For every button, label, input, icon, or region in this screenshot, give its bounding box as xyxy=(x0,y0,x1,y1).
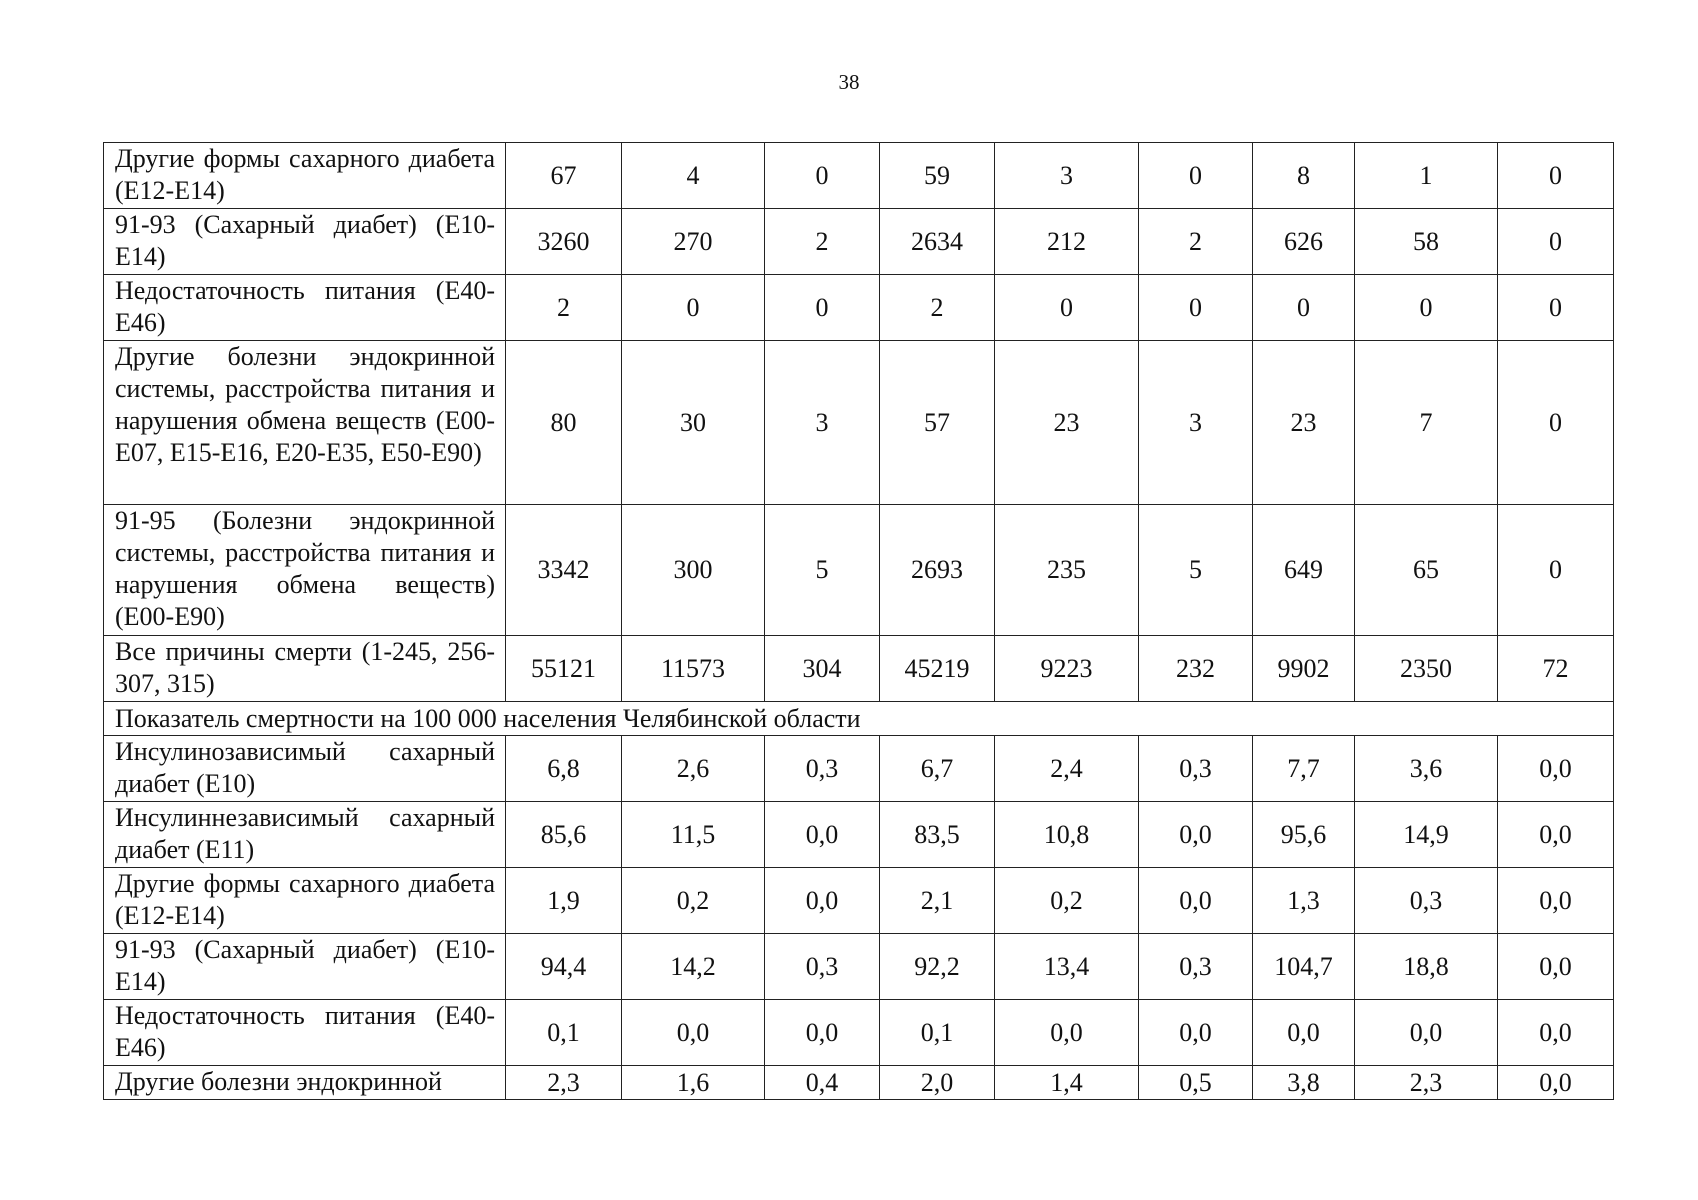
value-cell: 2,1 xyxy=(880,868,995,934)
row-label: Все причины смерти (1-245, 256-307, 315) xyxy=(104,636,506,702)
table-row xyxy=(104,143,1614,209)
row-label: Инсулинозависимый сахарный диабет (E10) xyxy=(104,736,506,802)
value-cell: 3260 xyxy=(506,209,622,275)
value-cell: 104,7 xyxy=(1253,934,1355,1000)
value-cell: 85,6 xyxy=(506,802,622,868)
section-row xyxy=(104,702,1614,736)
value-cell: 1,9 xyxy=(506,868,622,934)
value-cell: 2,3 xyxy=(506,1066,622,1100)
value-cell: 23 xyxy=(995,341,1139,505)
table-row xyxy=(104,868,1614,934)
section-title: Показатель смертности на 100 000 населения Челябинской области xyxy=(104,702,1614,736)
value-cell: 80 xyxy=(506,341,622,505)
value-cell: 13,4 xyxy=(995,934,1139,1000)
value-cell: 3,8 xyxy=(1253,1066,1355,1100)
value-cell: 92,2 xyxy=(880,934,995,1000)
value-cell: 8 xyxy=(1253,143,1355,209)
table-row xyxy=(104,636,1614,702)
table-body xyxy=(104,143,1614,1100)
value-cell: 1 xyxy=(1355,143,1498,209)
value-cell: 0 xyxy=(1139,143,1253,209)
value-cell: 270 xyxy=(622,209,765,275)
table-row xyxy=(104,934,1614,1000)
value-cell: 0,4 xyxy=(765,1066,880,1100)
value-cell: 0,0 xyxy=(1139,868,1253,934)
value-cell: 0 xyxy=(995,275,1139,341)
value-cell: 0 xyxy=(1498,505,1614,636)
value-cell: 2,0 xyxy=(880,1066,995,1100)
value-cell: 14,2 xyxy=(622,934,765,1000)
value-cell: 0 xyxy=(1498,275,1614,341)
value-cell: 1,4 xyxy=(995,1066,1139,1100)
value-cell: 5 xyxy=(1139,505,1253,636)
value-cell: 304 xyxy=(765,636,880,702)
value-cell: 212 xyxy=(995,209,1139,275)
value-cell: 0,0 xyxy=(1498,934,1614,1000)
value-cell: 59 xyxy=(880,143,995,209)
value-cell: 0 xyxy=(1498,341,1614,505)
value-cell: 0,0 xyxy=(622,1000,765,1066)
value-cell: 0,3 xyxy=(1139,934,1253,1000)
value-cell: 30 xyxy=(622,341,765,505)
value-cell: 14,9 xyxy=(1355,802,1498,868)
value-cell: 2,6 xyxy=(622,736,765,802)
value-cell: 0,0 xyxy=(1139,802,1253,868)
value-cell: 0 xyxy=(1498,209,1614,275)
value-cell: 0 xyxy=(1498,143,1614,209)
value-cell: 0,3 xyxy=(765,736,880,802)
value-cell: 0,0 xyxy=(765,868,880,934)
value-cell: 7,7 xyxy=(1253,736,1355,802)
table-row xyxy=(104,275,1614,341)
value-cell: 0,0 xyxy=(1355,1000,1498,1066)
value-cell: 0,3 xyxy=(765,934,880,1000)
value-cell: 2 xyxy=(506,275,622,341)
value-cell: 0,3 xyxy=(1139,736,1253,802)
value-cell: 7 xyxy=(1355,341,1498,505)
value-cell: 0,2 xyxy=(995,868,1139,934)
value-cell: 45219 xyxy=(880,636,995,702)
value-cell: 95,6 xyxy=(1253,802,1355,868)
value-cell: 0,0 xyxy=(1253,1000,1355,1066)
value-cell: 649 xyxy=(1253,505,1355,636)
table-row xyxy=(104,505,1614,636)
value-cell: 0,0 xyxy=(1498,1066,1614,1100)
value-cell: 300 xyxy=(622,505,765,636)
table-row xyxy=(104,341,1614,505)
row-label: Инсулиннезависимый сахарный диабет (E11) xyxy=(104,802,506,868)
value-cell: 0,1 xyxy=(880,1000,995,1066)
value-cell: 2 xyxy=(880,275,995,341)
value-cell: 0,0 xyxy=(1498,802,1614,868)
value-cell: 94,4 xyxy=(506,934,622,1000)
row-label: Другие болезни эндокринной системы, расстройства питания и нарушения обмена веществ (E00-E07, E15-E16, E20-E35, E50-E90) xyxy=(104,341,506,505)
table-row xyxy=(104,1066,1614,1100)
value-cell: 1,6 xyxy=(622,1066,765,1100)
value-cell: 6,7 xyxy=(880,736,995,802)
value-cell: 0,5 xyxy=(1139,1066,1253,1100)
value-cell: 11573 xyxy=(622,636,765,702)
row-label: Другие формы сахарного диабета (E12-E14) xyxy=(104,143,506,209)
value-cell: 2634 xyxy=(880,209,995,275)
value-cell: 2 xyxy=(765,209,880,275)
value-cell: 0,0 xyxy=(1139,1000,1253,1066)
value-cell: 626 xyxy=(1253,209,1355,275)
value-cell: 0 xyxy=(1139,275,1253,341)
value-cell: 0,3 xyxy=(1355,868,1498,934)
value-cell: 55121 xyxy=(506,636,622,702)
value-cell: 0 xyxy=(1253,275,1355,341)
value-cell: 9223 xyxy=(995,636,1139,702)
value-cell: 2350 xyxy=(1355,636,1498,702)
row-label: 91-95 (Болезни эндокринной системы, расстройства питания и нарушения обмена веществ) (E00-E90) xyxy=(104,505,506,636)
value-cell: 72 xyxy=(1498,636,1614,702)
value-cell: 0,0 xyxy=(995,1000,1139,1066)
value-cell: 3,6 xyxy=(1355,736,1498,802)
table-row xyxy=(104,1000,1614,1066)
value-cell: 9902 xyxy=(1253,636,1355,702)
value-cell: 11,5 xyxy=(622,802,765,868)
value-cell: 5 xyxy=(765,505,880,636)
row-label: Недостаточность питания (E40-E46) xyxy=(104,275,506,341)
table-row xyxy=(104,209,1614,275)
value-cell: 232 xyxy=(1139,636,1253,702)
value-cell: 0 xyxy=(622,275,765,341)
value-cell: 2,4 xyxy=(995,736,1139,802)
value-cell: 0,1 xyxy=(506,1000,622,1066)
value-cell: 67 xyxy=(506,143,622,209)
value-cell: 58 xyxy=(1355,209,1498,275)
value-cell: 0,2 xyxy=(622,868,765,934)
value-cell: 2,3 xyxy=(1355,1066,1498,1100)
value-cell: 2693 xyxy=(880,505,995,636)
row-label: Другие формы сахарного диабета (E12-E14) xyxy=(104,868,506,934)
row-label: Другие болезни эндокринной xyxy=(104,1066,506,1100)
value-cell: 1,3 xyxy=(1253,868,1355,934)
row-label: 91-93 (Сахарный диабет) (E10-E14) xyxy=(104,934,506,1000)
value-cell: 10,8 xyxy=(995,802,1139,868)
value-cell: 6,8 xyxy=(506,736,622,802)
value-cell: 23 xyxy=(1253,341,1355,505)
value-cell: 4 xyxy=(622,143,765,209)
table-row xyxy=(104,736,1614,802)
row-label: 91-93 (Сахарный диабет) (E10-E14) xyxy=(104,209,506,275)
page-number: 38 xyxy=(838,70,860,94)
value-cell: 3 xyxy=(765,341,880,505)
value-cell: 83,5 xyxy=(880,802,995,868)
value-cell: 65 xyxy=(1355,505,1498,636)
value-cell: 3342 xyxy=(506,505,622,636)
value-cell: 57 xyxy=(880,341,995,505)
value-cell: 2 xyxy=(1139,209,1253,275)
mortality-table xyxy=(103,142,1614,1100)
value-cell: 0,0 xyxy=(1498,736,1614,802)
value-cell: 0 xyxy=(1355,275,1498,341)
value-cell: 235 xyxy=(995,505,1139,636)
value-cell: 18,8 xyxy=(1355,934,1498,1000)
row-label: Недостаточность питания (E40-E46) xyxy=(104,1000,506,1066)
value-cell: 0,0 xyxy=(765,1000,880,1066)
value-cell: 0 xyxy=(765,143,880,209)
value-cell: 3 xyxy=(1139,341,1253,505)
value-cell: 0,0 xyxy=(1498,868,1614,934)
value-cell: 0,0 xyxy=(1498,1000,1614,1066)
table-row xyxy=(104,802,1614,868)
value-cell: 0 xyxy=(765,275,880,341)
value-cell: 3 xyxy=(995,143,1139,209)
value-cell: 0,0 xyxy=(765,802,880,868)
